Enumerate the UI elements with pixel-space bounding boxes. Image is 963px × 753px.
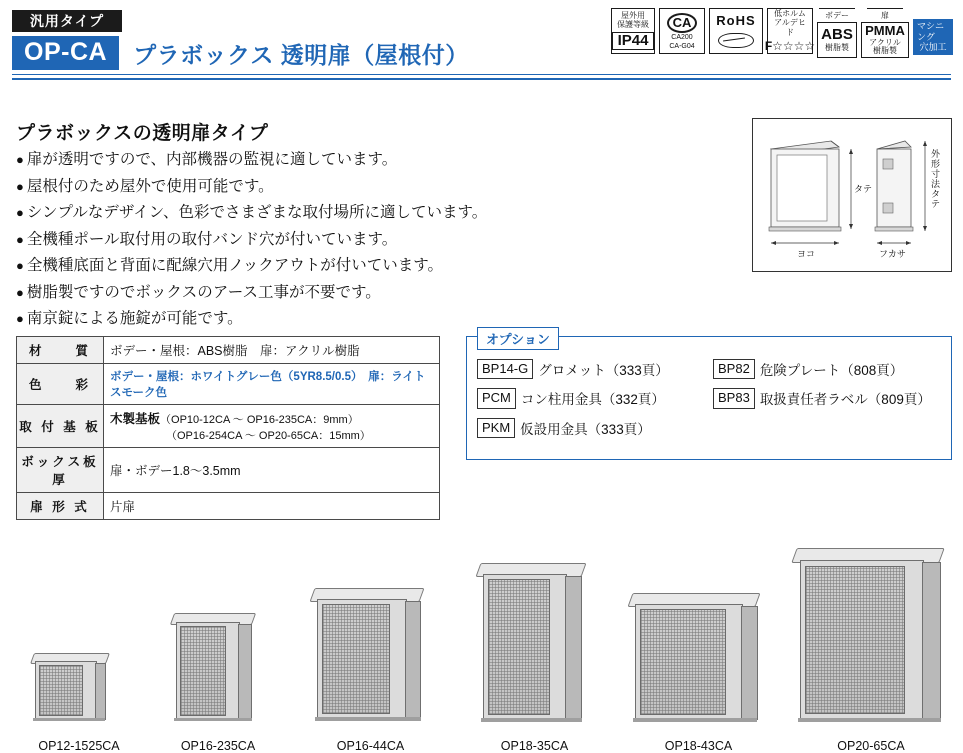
product-name: OP18-43CA (664, 739, 733, 753)
badge-ip-value: IP44 (612, 32, 655, 51)
badge-rohs (709, 8, 763, 54)
badge-machining (913, 19, 953, 55)
table-row (17, 337, 440, 364)
bullet-icon: ● (16, 231, 24, 247)
product-image (630, 593, 770, 723)
list-item (16, 307, 556, 331)
list-item (16, 228, 556, 252)
bullet-icon: ● (16, 205, 24, 220)
type-tag: 汎用タイプ (12, 10, 122, 32)
table-row (17, 364, 440, 405)
product-item (616, 520, 781, 753)
fig-label-outer: 外形寸法タテ (931, 149, 941, 209)
option-item[interactable] (477, 418, 713, 438)
product-item (14, 520, 144, 753)
badge-machining-col (913, 8, 953, 55)
option-box (466, 332, 952, 460)
product-code: OP-CA (12, 36, 119, 70)
bullet-icon: ● (16, 152, 24, 167)
badge-ca-sub2: CA-G04 (669, 42, 695, 50)
list-item-label: 全機種底面と背面に配線穴用ノックアウトが付いています。 (26, 257, 444, 274)
badge-body-rule (819, 8, 855, 9)
list-item-label: 南京錠による施錠が可能です。 (26, 310, 243, 327)
badge-f-line1: 低ホルム (774, 9, 806, 19)
option-code: BP14-G (477, 359, 533, 379)
badge-door-col (861, 8, 909, 58)
option-row (477, 418, 943, 438)
badge-door-sub1: アクリル (869, 37, 901, 47)
page-header (0, 0, 963, 80)
product-image (172, 613, 264, 723)
badge-group (611, 8, 953, 70)
list-item-label: 屋根付のため屋外で使用可能です。 (26, 177, 274, 195)
spec-value (104, 405, 440, 448)
bullet-icon: ● (16, 311, 24, 326)
badge-ip44 (611, 8, 655, 54)
option-label: 仮設用金具（333頁） (520, 421, 651, 437)
table-row (17, 405, 440, 448)
product-item (452, 520, 617, 753)
badge-formaldehyde (764, 8, 816, 54)
product-image (794, 548, 954, 723)
fig-label-width: ヨコ (797, 249, 816, 259)
spec-value: 扉・ボデー1.8～3.5mm (104, 448, 440, 493)
badge-ip-line2: 保護等級 (617, 19, 649, 29)
product-image (32, 653, 112, 723)
lead-title: プラボックスの透明扉タイプ (16, 123, 269, 144)
badge-door-rule (867, 8, 903, 9)
option-code: BP82 (713, 359, 755, 379)
badge-door (861, 22, 909, 58)
option-row (477, 359, 943, 379)
page-title: プラボックス 透明扉（屋根付） (133, 41, 469, 68)
list-item (16, 175, 556, 199)
product-name: OP20-65CA (837, 739, 905, 753)
title-bar (12, 36, 469, 70)
bullet-icon: ● (16, 258, 24, 273)
spec-key: 取 付 基 板 (17, 405, 104, 448)
spec-key: 扉 形 式 (17, 493, 104, 520)
badge-door-value: PMMA (865, 23, 905, 39)
spec-key: 材 質 (17, 337, 104, 364)
product-name: OP12-1525CA (38, 739, 120, 753)
table-row (17, 448, 440, 493)
spec-value: ボデー・屋根：ABS樹脂 扉：アクリル樹脂 (104, 337, 440, 364)
product-name: OP16-235CA (180, 739, 256, 753)
option-code: PKM (477, 418, 515, 438)
badge-ca-sub1: CA200 (671, 33, 693, 41)
bullet-icon: ● (16, 284, 24, 300)
product-image (312, 588, 434, 723)
option-item[interactable] (477, 359, 713, 379)
dimension-figure (752, 118, 952, 272)
option-label: 危険プレート（808頁） (759, 363, 904, 379)
fig-label-depth: フカサ (879, 249, 906, 259)
list-item-label: シンプルなデザイン、色彩でさまざまな取付場所に適しています。 (26, 204, 488, 221)
table-row (17, 493, 440, 520)
option-code: BP83 (713, 388, 755, 408)
header-rule (12, 78, 951, 80)
header-rule-thin (12, 74, 951, 75)
badge-body-sub: 樹脂製 (825, 42, 849, 52)
list-item-label: 扉が透明ですので、内部機器の監視に適しています。 (26, 151, 398, 168)
option-item[interactable] (713, 359, 903, 379)
product-item (782, 520, 960, 753)
product-lineup (0, 520, 963, 753)
option-code: PCM (477, 388, 516, 408)
badge-ca (659, 8, 705, 54)
badge-body-value: ABS (821, 26, 853, 44)
spec-value-main: 木製基板 (110, 412, 161, 426)
feature-list (16, 148, 556, 334)
badge-machining-line1: マシニング (917, 20, 945, 42)
list-item (16, 281, 556, 305)
badge-body-col (817, 8, 857, 58)
spec-key: ボックス板厚 (17, 448, 104, 493)
option-title: オプション (477, 327, 559, 350)
product-name: OP18-35CA (500, 739, 569, 753)
spec-value-note1: （OP10-12CA ～ OP16-235CA：9mm） (160, 414, 359, 426)
list-item (16, 201, 556, 225)
product-name: OP16-44CA (336, 739, 405, 753)
option-item[interactable] (713, 388, 931, 408)
list-item-label: 全機種ポール取付用の取付バンド穴が付いています。 (26, 230, 398, 248)
fig-label-height: タテ (854, 184, 873, 194)
spec-table (16, 336, 440, 520)
list-item (16, 254, 556, 278)
leaf-icon (718, 33, 754, 48)
badge-f-value: F☆☆☆☆ (764, 38, 816, 53)
spec-key: 色 彩 (17, 364, 104, 405)
badge-f-line2: アルデヒド (774, 18, 806, 37)
option-grid (477, 359, 943, 447)
option-row (477, 388, 943, 408)
option-label: グロメット（333頁） (538, 363, 669, 379)
badge-body-caption: ボデー (825, 11, 849, 20)
badge-body (817, 22, 857, 58)
option-label: 取扱責任者ラベル（809頁） (759, 392, 931, 408)
ca-mark-icon: CA (667, 13, 697, 33)
spec-value: 片扉 (104, 493, 440, 520)
list-item (16, 148, 556, 172)
badge-rohs-label: RoHS (716, 13, 756, 29)
badge-machining-line2: 穴加工 (919, 42, 947, 53)
bullet-icon: ● (16, 178, 24, 194)
badge-ip-line1: 屋外用 (621, 10, 645, 20)
product-item (288, 520, 453, 753)
list-item-label: 樹脂製ですのでボックスのアース工事が不要です。 (26, 283, 381, 301)
badge-door-sub2: 樹脂製 (873, 46, 897, 56)
product-image (478, 563, 598, 723)
dimension-drawing-icon (753, 119, 949, 269)
option-item[interactable] (477, 388, 713, 408)
product-item (148, 520, 288, 753)
spec-value-note2: （OP16-254CA ～ OP20-65CA：15mm） (166, 430, 371, 442)
spec-value: ボデー・屋根：ホワイトグレー色（5YR8.5/0.5） 扉：ライトスモーク色 (104, 364, 440, 405)
option-label: コン柱用金具（332頁） (520, 392, 665, 408)
badge-door-caption: 扉 (881, 11, 889, 20)
